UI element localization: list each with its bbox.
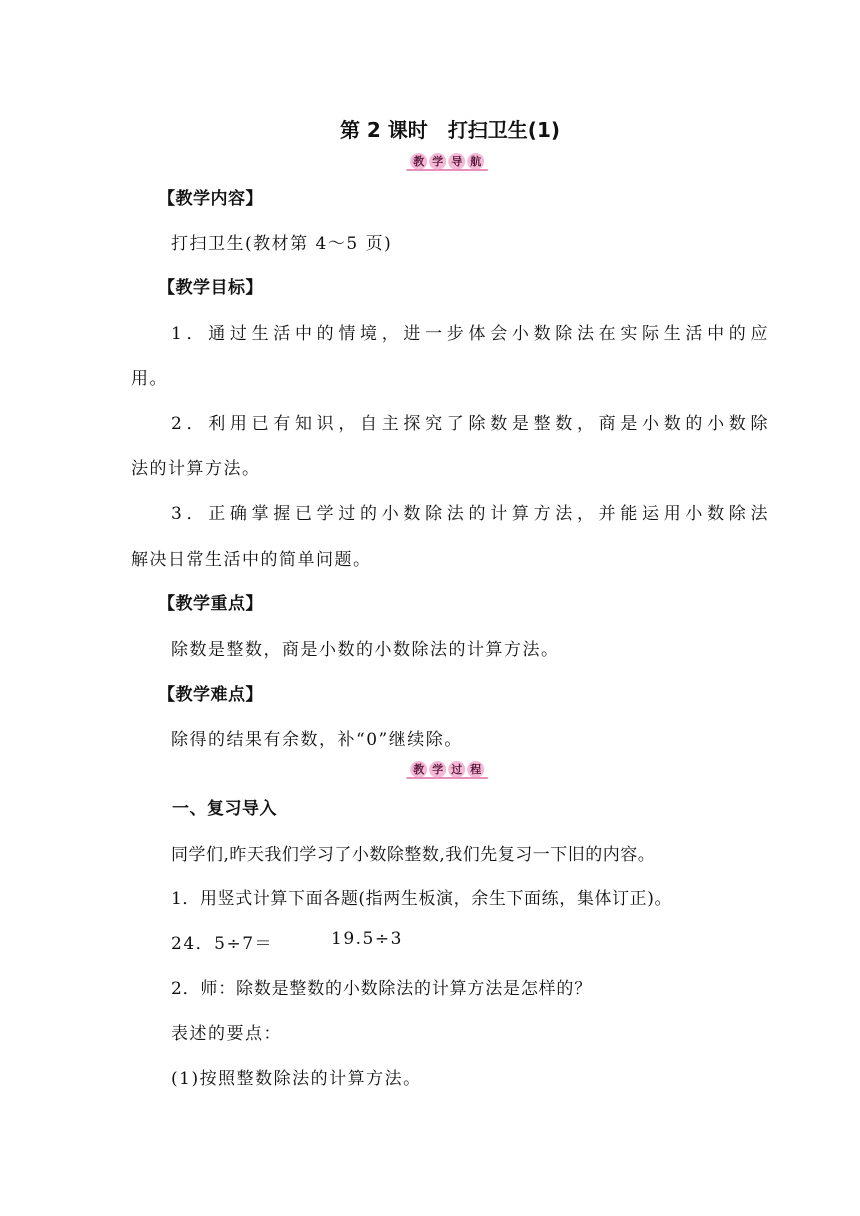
badge-char: 程: [467, 761, 484, 778]
teaching-navigation-badge: [404, 150, 490, 172]
badge-underline: [406, 169, 488, 171]
goal-3-line-1: 3．正确掌握已学过的小数除法的计算方法，并能运用小数除法: [171, 504, 769, 524]
expression-2: 19.5÷3: [331, 929, 403, 949]
difficulty-text: 除得的结果有余数，补“0”继续除。: [171, 730, 463, 750]
lesson-name: 打扫卫生(1): [447, 118, 561, 142]
goal-2-line-1: 2．利用已有知识，自主探究了除数是整数，商是小数的小数除: [171, 414, 769, 434]
badge-char: 教: [410, 761, 427, 778]
goal-2-line-2: 法的计算方法。: [131, 459, 261, 479]
question-2: 2．师：除数是整数的小数除法的计算方法是怎样的？: [171, 979, 593, 999]
goal-1-line-2: 用。: [131, 369, 168, 389]
lesson-number: 第 2 课时: [339, 118, 428, 142]
question-1: 1．用竖式计算下面各题(指两生板演，余生下面练，集体订正)。: [171, 889, 673, 909]
badge-char: 教: [410, 153, 427, 170]
key-point-heading: 【教学重点】: [158, 594, 263, 614]
goals-heading: 【教学目标】: [158, 278, 263, 298]
review-section-heading: 一、复习导入: [172, 799, 277, 819]
lesson-title: [0, 114, 860, 143]
points-heading: 表述的要点：: [171, 1024, 282, 1044]
key-point-text: 除数是整数，商是小数的小数除法的计算方法。: [171, 640, 560, 660]
difficulty-heading: 【教学难点】: [158, 685, 263, 705]
content-text: 打扫卫生(教材第 4～5 页): [171, 234, 393, 254]
point-1: (1)按照整数除法的计算方法。: [171, 1069, 422, 1089]
content-heading: 【教学内容】: [158, 189, 263, 209]
expression-1: 24．5÷7＝: [171, 934, 274, 954]
goal-1-line-1: 1．通过生活中的情境，进一步体会小数除法在实际生活中的应: [171, 324, 769, 344]
teaching-process-badge: [404, 758, 490, 780]
badge-char: 航: [467, 153, 484, 170]
badge-char: 学: [429, 761, 446, 778]
badge-char: 学: [429, 153, 446, 170]
badge-underline: [406, 777, 488, 779]
badge-char: 过: [448, 761, 465, 778]
badge-char: 导: [448, 153, 465, 170]
intro-text: 同学们,昨天我们学习了小数除整数,我们先复习一下旧的内容。: [171, 845, 656, 865]
goal-3-line-2: 解决日常生活中的简单问题。: [131, 550, 372, 570]
